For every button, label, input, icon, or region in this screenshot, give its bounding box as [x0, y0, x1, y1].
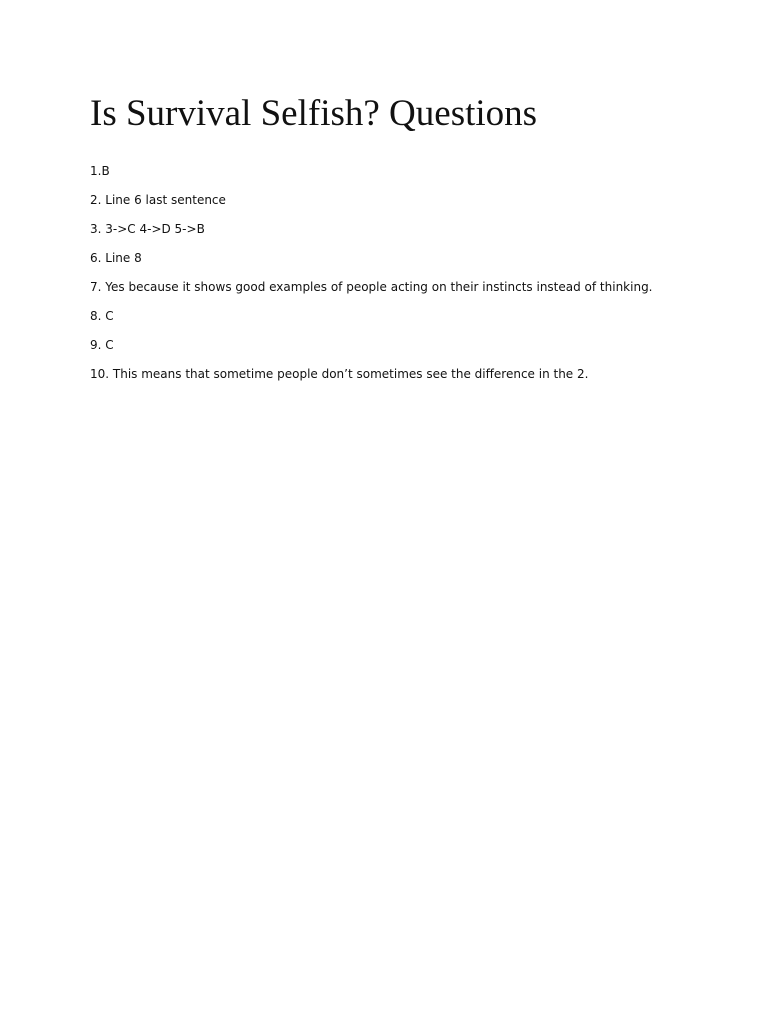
- answer-item-3: 3. 3->C 4->D 5->B: [90, 222, 205, 236]
- document-title: Is Survival Selfish? Questions: [90, 93, 538, 134]
- answer-item-9: 9. C: [90, 338, 114, 352]
- answer-item-1: 1.B: [90, 164, 110, 178]
- answer-item-8: 8. C: [90, 309, 114, 323]
- answer-list: [90, 163, 653, 395]
- answer-item-2: 2. Line 6 last sentence: [90, 193, 226, 207]
- answer-item-10: 10. This means that sometime people don’t sometimes see the difference in the 2.: [90, 367, 589, 381]
- answer-item-6: 6. Line 8: [90, 251, 142, 265]
- answer-item-7: 7. Yes because it shows good examples of people acting on their instincts instead of thinking.: [90, 280, 653, 294]
